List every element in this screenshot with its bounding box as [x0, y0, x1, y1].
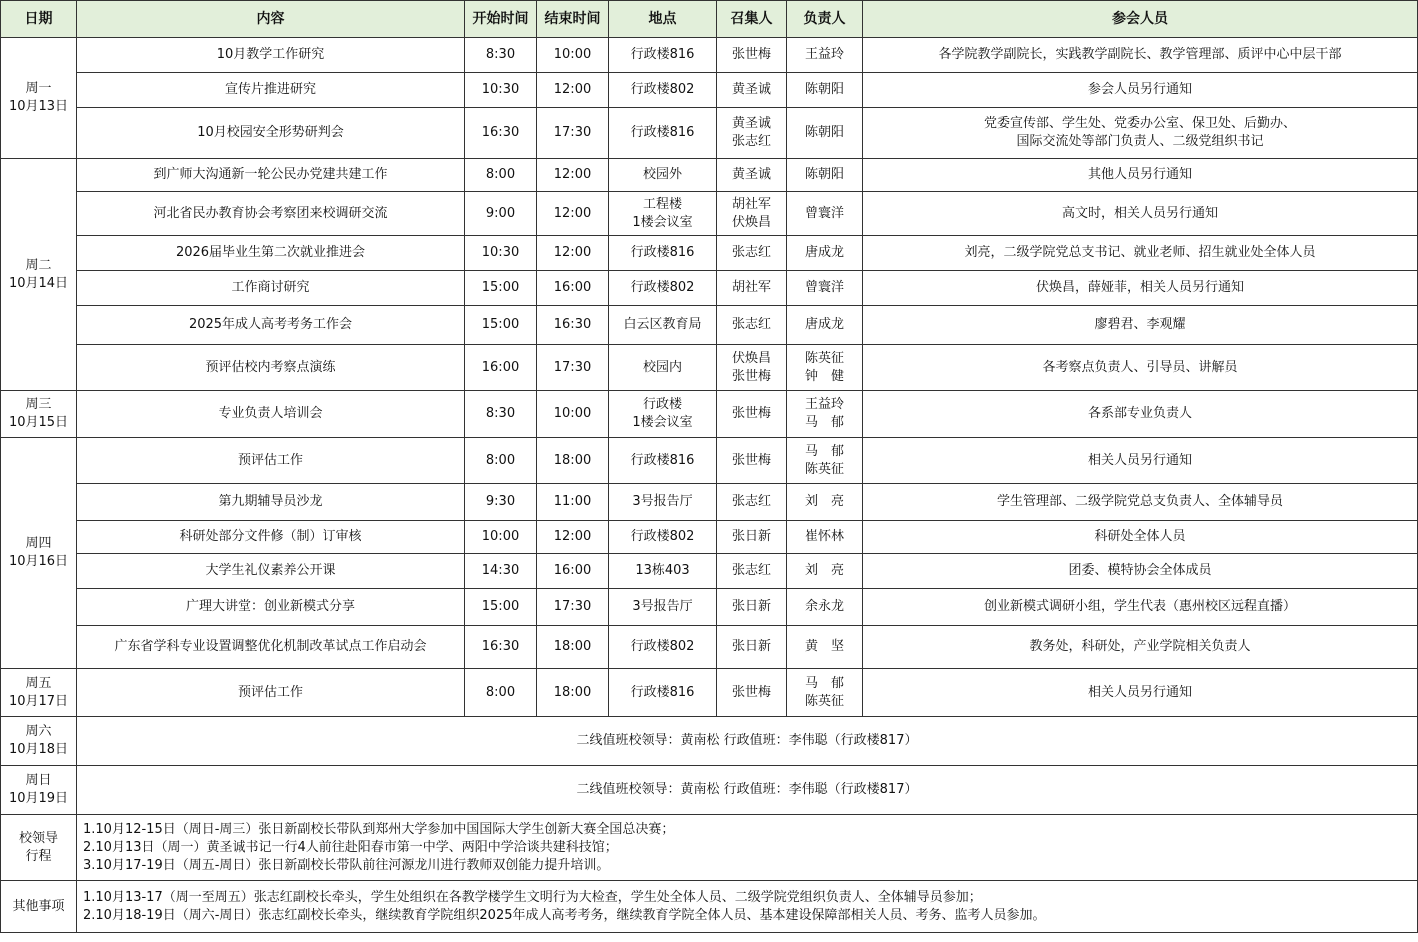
cell-attendees: 各系部专业负责人: [863, 391, 1418, 438]
table-row: [1, 159, 1418, 192]
cell-caller: 张日新: [717, 589, 787, 626]
table-row: [1, 626, 1418, 669]
cell-content: 河北省民办教育协会考察团来校调研交流: [77, 192, 465, 236]
table-row: [1, 38, 1418, 73]
day-cell-sat: 周六 10月18日: [1, 717, 77, 766]
table-row: [1, 484, 1418, 521]
other-matters-text: 1.10月13-17（周一至周五）张志红副校长牵头，学生处组织在各教学楼学生文明行为大检查，学生处全体人员、二级学院党组织负责人、全体辅导员参加； 2.10月18-19日（周六-周日）张志红副校长牵头，继续教育学院组织2025年成人高考考务，继续教育学院全体人员、基本建设保障部相关人员、考务、监考人员参加。: [77, 881, 1418, 933]
cell-content: 工作商讨研究: [77, 271, 465, 306]
table-row: [1, 391, 1418, 438]
header-owner: 负责人: [787, 1, 863, 38]
header-row: [1, 1, 1418, 38]
cell-start: 8:00: [465, 438, 537, 484]
cell-place: 行政楼816: [609, 236, 717, 271]
cell-start: 9:00: [465, 192, 537, 236]
table-row: [1, 108, 1418, 159]
cell-start: 14:30: [465, 554, 537, 589]
cell-place: 行政楼816: [609, 108, 717, 159]
cell-end: 10:00: [537, 38, 609, 73]
table-row-weekend: [1, 766, 1418, 815]
other-matters-label: 其他事项: [1, 881, 77, 933]
cell-owner: 陈朝阳: [787, 159, 863, 192]
header-end: 结束时间: [537, 1, 609, 38]
cell-owner: 曾寰洋: [787, 271, 863, 306]
cell-attendees: 团委、模特协会全体成员: [863, 554, 1418, 589]
table-row: [1, 438, 1418, 484]
cell-attendees: 刘亮，二级学院党总支书记、就业老师、招生就业处全体人员: [863, 236, 1418, 271]
cell-end: 17:30: [537, 108, 609, 159]
cell-attendees: 党委宣传部、学生处、党委办公室、保卫处、后勤办、 国际交流处等部门负责人、二级党组织书记: [863, 108, 1418, 159]
cell-end: 12:00: [537, 192, 609, 236]
cell-content: 预评估校内考察点演练: [77, 345, 465, 391]
cell-content: 10月校园安全形势研判会: [77, 108, 465, 159]
cell-caller: 张志红: [717, 306, 787, 345]
cell-caller: 张世梅: [717, 669, 787, 717]
cell-caller: 黄圣诚: [717, 159, 787, 192]
cell-end: 12:00: [537, 73, 609, 108]
cell-content: 广东省学科专业设置调整优化机制改革试点工作启动会: [77, 626, 465, 669]
cell-owner: 王益玲 马 郁: [787, 391, 863, 438]
header-start: 开始时间: [465, 1, 537, 38]
cell-end: 17:30: [537, 345, 609, 391]
day-cell-thu: 周四 10月16日: [1, 438, 77, 669]
weekend-duty-sun: 二线值班校领导：黄南松 行政值班：李伟聪（行政楼817）: [77, 766, 1418, 815]
cell-caller: 张志红: [717, 236, 787, 271]
cell-content: 科研处部分文件修（制）订审核: [77, 521, 465, 554]
cell-caller: 张日新: [717, 521, 787, 554]
table-row: [1, 669, 1418, 717]
cell-start: 10:30: [465, 236, 537, 271]
table-row-weekend: [1, 717, 1418, 766]
day-cell-wed: 周三 10月15日: [1, 391, 77, 438]
cell-caller: 黄圣诚: [717, 73, 787, 108]
weekend-duty-sat: 二线值班校领导：黄南松 行政值班：李伟聪（行政楼817）: [77, 717, 1418, 766]
cell-owner: 崔怀林: [787, 521, 863, 554]
cell-content: 广理大讲堂：创业新模式分享: [77, 589, 465, 626]
day-cell-fri: 周五 10月17日: [1, 669, 77, 717]
cell-start: 10:30: [465, 73, 537, 108]
cell-content: 到广师大沟通新一轮公民办党建共建工作: [77, 159, 465, 192]
cell-place: 校园外: [609, 159, 717, 192]
cell-attendees: 科研处全体人员: [863, 521, 1418, 554]
day-cell-tue: 周二 10月14日: [1, 159, 77, 391]
cell-place: 3号报告厅: [609, 484, 717, 521]
cell-place: 行政楼802: [609, 271, 717, 306]
header-attendees: 参会人员: [863, 1, 1418, 38]
cell-content: 第九期辅导员沙龙: [77, 484, 465, 521]
cell-end: 16:30: [537, 306, 609, 345]
header-caller: 召集人: [717, 1, 787, 38]
cell-owner: 黄 坚: [787, 626, 863, 669]
cell-end: 16:00: [537, 271, 609, 306]
cell-place: 行政楼802: [609, 73, 717, 108]
cell-attendees: 伏焕昌，薛娅菲，相关人员另行通知: [863, 271, 1418, 306]
cell-place: 行政楼802: [609, 521, 717, 554]
cell-caller: 张世梅: [717, 38, 787, 73]
cell-place: 3号报告厅: [609, 589, 717, 626]
table-row: [1, 192, 1418, 236]
cell-start: 8:00: [465, 159, 537, 192]
cell-owner: 唐成龙: [787, 306, 863, 345]
cell-place: 13栋403: [609, 554, 717, 589]
cell-content: 10月教学工作研究: [77, 38, 465, 73]
cell-start: 8:30: [465, 38, 537, 73]
table-row: [1, 73, 1418, 108]
cell-attendees: 相关人员另行通知: [863, 669, 1418, 717]
day-cell-sun: 周日 10月19日: [1, 766, 77, 815]
cell-caller: 张日新: [717, 626, 787, 669]
cell-owner: 陈英征 钟 健: [787, 345, 863, 391]
cell-content: 预评估工作: [77, 669, 465, 717]
cell-owner: 余永龙: [787, 589, 863, 626]
header-place: 地点: [609, 1, 717, 38]
cell-attendees: 各考察点负责人、引导员、讲解员: [863, 345, 1418, 391]
cell-owner: 马 郁 陈英征: [787, 669, 863, 717]
cell-end: 18:00: [537, 669, 609, 717]
cell-start: 16:30: [465, 626, 537, 669]
cell-start: 8:00: [465, 669, 537, 717]
cell-owner: 曾寰洋: [787, 192, 863, 236]
cell-content: 大学生礼仪素养公开课: [77, 554, 465, 589]
table-row: [1, 589, 1418, 626]
cell-content: 宣传片推进研究: [77, 73, 465, 108]
cell-caller: 张世梅: [717, 438, 787, 484]
cell-end: 12:00: [537, 521, 609, 554]
table-row: [1, 554, 1418, 589]
table-row: [1, 521, 1418, 554]
cell-attendees: 参会人员另行通知: [863, 73, 1418, 108]
cell-attendees: 创业新模式调研小组，学生代表（惠州校区远程直播）: [863, 589, 1418, 626]
cell-start: 15:00: [465, 306, 537, 345]
cell-place: 校园内: [609, 345, 717, 391]
cell-place: 行政楼802: [609, 626, 717, 669]
cell-end: 12:00: [537, 236, 609, 271]
cell-place: 行政楼 1楼会议室: [609, 391, 717, 438]
leader-trips-text: 1.10月12-15日（周日-周三）张日新副校长带队到郑州大学参加中国国际大学生创新大赛全国总决赛； 2.10月13日（周一）黄圣诚书记一行4人前往赴阳春市第一中学、两阳中学洽谈共建科技馆； 3.10月17-19日（周五-周日）张日新副校长带队前往河源龙川进行教师双创能力提升培训。: [77, 815, 1418, 881]
cell-place: 行政楼816: [609, 438, 717, 484]
cell-attendees: 学生管理部、二级学院党总支负责人、全体辅导员: [863, 484, 1418, 521]
cell-attendees: 高文时，相关人员另行通知: [863, 192, 1418, 236]
cell-owner: 陈朝阳: [787, 73, 863, 108]
cell-attendees: 教务处，科研处，产业学院相关负责人: [863, 626, 1418, 669]
cell-start: 15:00: [465, 271, 537, 306]
table-row: [1, 271, 1418, 306]
cell-start: 8:30: [465, 391, 537, 438]
table-row: [1, 236, 1418, 271]
cell-caller: 张志红: [717, 484, 787, 521]
cell-place: 行政楼816: [609, 38, 717, 73]
cell-attendees: 相关人员另行通知: [863, 438, 1418, 484]
cell-start: 16:30: [465, 108, 537, 159]
cell-owner: 王益玲: [787, 38, 863, 73]
cell-owner: 唐成龙: [787, 236, 863, 271]
cell-place: 工程楼 1楼会议室: [609, 192, 717, 236]
cell-content: 专业负责人培训会: [77, 391, 465, 438]
leader-trips-row: [1, 815, 1418, 881]
cell-end: 18:00: [537, 626, 609, 669]
cell-start: 16:00: [465, 345, 537, 391]
header-date: 日期: [1, 1, 77, 38]
cell-end: 12:00: [537, 159, 609, 192]
cell-place: 行政楼816: [609, 669, 717, 717]
cell-caller: 胡社军 伏焕昌: [717, 192, 787, 236]
cell-caller: 黄圣诚 张志红: [717, 108, 787, 159]
cell-content: 2025年成人高考考务工作会: [77, 306, 465, 345]
cell-content: 预评估工作: [77, 438, 465, 484]
day-cell-mon: 周一 10月13日: [1, 38, 77, 159]
cell-end: 18:00: [537, 438, 609, 484]
cell-place: 白云区教育局: [609, 306, 717, 345]
cell-caller: 张志红: [717, 554, 787, 589]
table-row: [1, 345, 1418, 391]
table-row: [1, 306, 1418, 345]
cell-attendees: 廖碧君、李观耀: [863, 306, 1418, 345]
cell-caller: 伏焕昌 张世梅: [717, 345, 787, 391]
cell-end: 11:00: [537, 484, 609, 521]
cell-content: 2026届毕业生第二次就业推进会: [77, 236, 465, 271]
cell-start: 10:00: [465, 521, 537, 554]
cell-owner: 刘 亮: [787, 484, 863, 521]
cell-owner: 陈朝阳: [787, 108, 863, 159]
leader-trips-label: 校领导 行程: [1, 815, 77, 881]
cell-attendees: 其他人员另行通知: [863, 159, 1418, 192]
cell-owner: 马 郁 陈英征: [787, 438, 863, 484]
cell-caller: 张世梅: [717, 391, 787, 438]
cell-end: 10:00: [537, 391, 609, 438]
cell-end: 16:00: [537, 554, 609, 589]
cell-start: 9:30: [465, 484, 537, 521]
cell-caller: 胡社军: [717, 271, 787, 306]
header-content: 内容: [77, 1, 465, 38]
cell-attendees: 各学院教学副院长，实践教学副院长、教学管理部、质评中心中层干部: [863, 38, 1418, 73]
cell-start: 15:00: [465, 589, 537, 626]
other-matters-row: [1, 881, 1418, 933]
cell-end: 17:30: [537, 589, 609, 626]
cell-owner: 刘 亮: [787, 554, 863, 589]
